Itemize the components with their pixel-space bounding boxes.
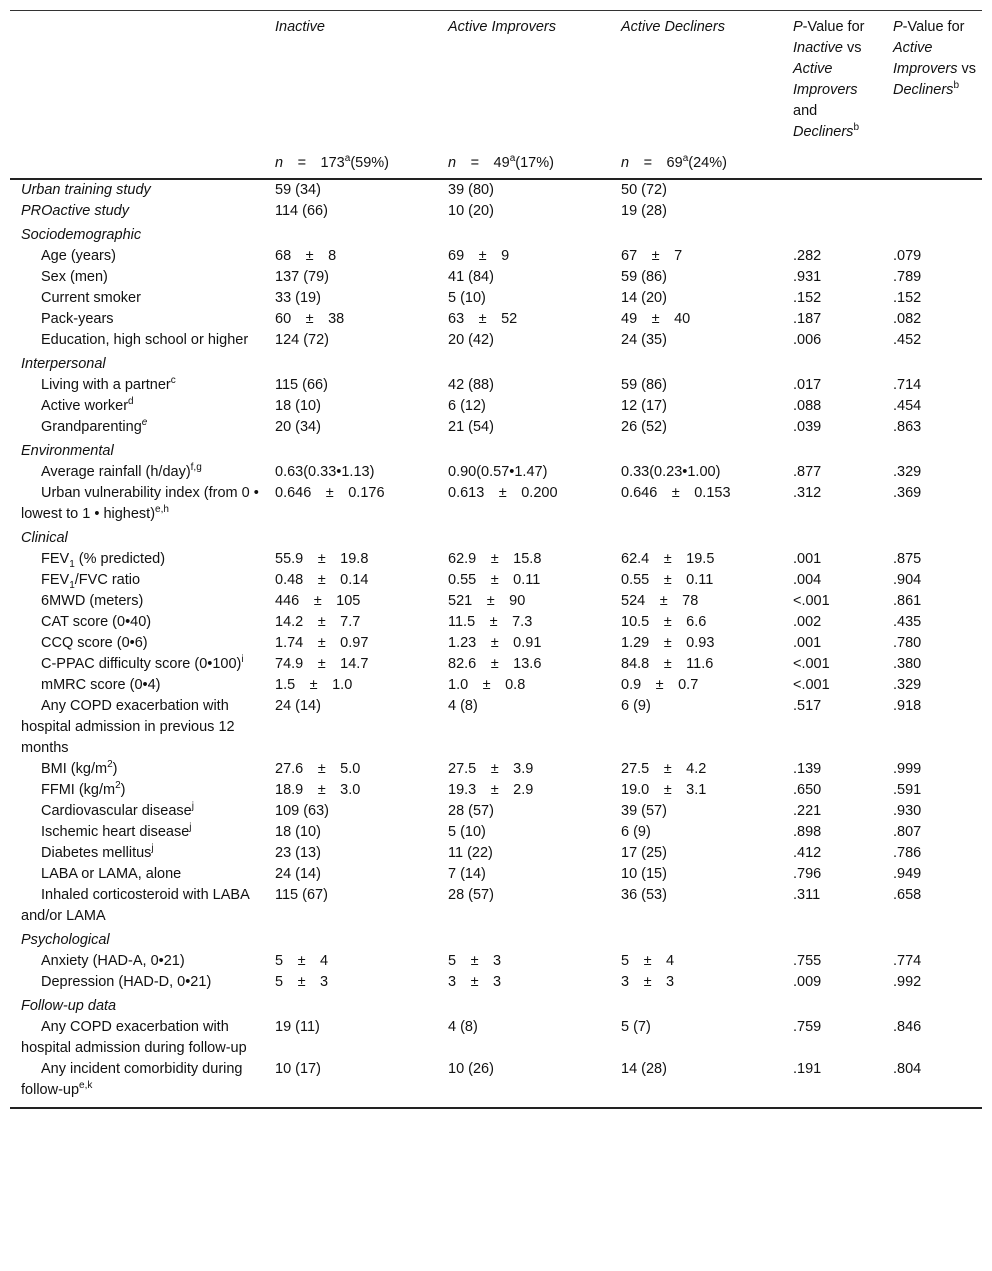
header-pvalue-inactive: P-Value for Inactive vs Active Improvers and Decliners$^b$ xyxy=(782,11,882,144)
cell-decliners: 6 (9) xyxy=(621,824,651,840)
cell-pvalue-improvers: .949 xyxy=(893,866,922,882)
table-row xyxy=(10,675,982,696)
cell-improvers: 63 ± 52 xyxy=(448,311,518,327)
cell-decliners: 6 (9) xyxy=(621,698,651,714)
cell-pvalue-inactive: <.001 xyxy=(793,677,830,693)
table-row xyxy=(10,993,982,1017)
row-label: Education, high school or higher xyxy=(41,332,249,348)
table-row xyxy=(10,1017,982,1059)
table-row xyxy=(10,570,982,591)
table-row xyxy=(10,885,982,927)
cell-inactive: 18.9 ± 3.0 xyxy=(275,782,361,798)
cell-inactive: 24 (14) xyxy=(275,698,321,714)
cell-pvalue-improvers: .369 xyxy=(893,485,922,501)
cell-pvalue-inactive: .759 xyxy=(793,1019,822,1035)
cell-inactive: 115 (67) xyxy=(275,887,328,903)
cell-pvalue-inactive: .311 xyxy=(793,887,821,903)
cell-pvalue-inactive: .001 xyxy=(793,551,822,567)
cell-improvers: 82.6 ± 13.6 xyxy=(448,656,542,672)
table-row xyxy=(10,267,982,288)
cell-pvalue-improvers: .774 xyxy=(893,953,922,969)
cell-inactive: 68 ± 8 xyxy=(275,248,337,264)
section-filler xyxy=(264,993,982,1017)
cell-pvalue-inactive: <.001 xyxy=(793,593,830,609)
table-row xyxy=(10,696,982,759)
row-label: 6MWD (meters) xyxy=(41,593,144,609)
row-label: Current smoker xyxy=(41,290,141,306)
row-label: Any COPD exacerbation with hospital admission in previous 12 months xyxy=(21,698,235,756)
table-row xyxy=(10,222,982,246)
cell-decliners: 0.646 ± 0.153 xyxy=(621,485,731,501)
cell-decliners: 84.8 ± 11.6 xyxy=(621,656,714,672)
row-label: Inhaled corticosteroid with LABA and/or LAMA xyxy=(21,887,249,924)
cell-pvalue-inactive: .191 xyxy=(782,1059,882,1108)
cell-decliners: 67 ± 7 xyxy=(621,248,683,264)
row-label: C-PPAC difficulty score (0•100)$^i$ xyxy=(41,654,244,672)
cell-decliners: 36 (53) xyxy=(621,887,667,903)
cell-pvalue-improvers: .454 xyxy=(893,398,922,414)
table-row xyxy=(10,951,982,972)
cell-pvalue-inactive: .017 xyxy=(793,377,822,393)
table-row xyxy=(10,201,982,222)
row-label: Grandparenting$^e$ xyxy=(41,417,148,435)
cell-improvers: 39 (80) xyxy=(448,182,494,198)
cell-decliners: 12 (17) xyxy=(621,398,667,414)
cell-decliners: 0.55 ± 0.11 xyxy=(621,572,714,588)
cell-pvalue-inactive xyxy=(782,201,882,222)
cell-pvalue-improvers: .329 xyxy=(893,677,922,693)
cell-pvalue-improvers: .863 xyxy=(893,419,922,435)
table-row xyxy=(10,525,982,549)
section-label: Sociodemographic xyxy=(21,227,142,243)
cell-improvers: 42 (88) xyxy=(448,377,494,393)
cell-inactive: 23 (13) xyxy=(275,845,321,861)
table-row xyxy=(10,927,982,951)
cell-inactive: 5 ± 3 xyxy=(275,974,329,990)
cell-inactive: 20 (34) xyxy=(275,419,321,435)
cell-improvers: 5 ± 3 xyxy=(448,953,502,969)
row-label: Depression (HAD-D, 0•21) xyxy=(41,974,212,990)
header-blank xyxy=(10,11,264,144)
cell-decliners: 26 (52) xyxy=(621,419,667,435)
cell-pvalue-inactive: .187 xyxy=(793,311,822,327)
cell-inactive: 0.646 ± 0.176 xyxy=(275,485,385,501)
section-label: Environmental xyxy=(21,443,114,459)
cell-decliners: 59 (86) xyxy=(621,269,667,285)
cell-pvalue-inactive: .877 xyxy=(793,464,822,480)
cell-decliners: 27.5 ± 4.2 xyxy=(621,761,707,777)
characteristics-table xyxy=(10,10,982,1109)
cell-improvers: 28 (57) xyxy=(448,887,494,903)
cell-pvalue-inactive xyxy=(782,179,882,201)
cell-decliners: 524 ± 78 xyxy=(621,593,699,609)
table-row xyxy=(10,246,982,267)
table-row xyxy=(10,780,982,801)
section-filler xyxy=(264,525,982,549)
cell-pvalue-improvers: .435 xyxy=(893,614,922,630)
table-row xyxy=(10,351,982,375)
cell-inactive: 33 (19) xyxy=(275,290,321,306)
cell-inactive: 1.5 ± 1.0 xyxy=(275,677,353,693)
table-row xyxy=(10,179,982,201)
cell-pvalue-inactive: .088 xyxy=(793,398,822,414)
section-filler xyxy=(264,351,982,375)
cell-inactive: 1.74 ± 0.97 xyxy=(275,635,369,651)
cell-inactive: 18 (10) xyxy=(275,398,321,414)
cell-decliners: 19 (28) xyxy=(621,203,667,219)
cell-inactive: 18 (10) xyxy=(275,824,321,840)
cell-decliners: 49 ± 40 xyxy=(621,311,691,327)
row-label: Cardiovascular disease$^j$ xyxy=(41,801,194,819)
table-row xyxy=(10,396,982,417)
cell-pvalue-improvers: .658 xyxy=(893,887,922,903)
row-label: BMI $(kg/m^2)$ xyxy=(41,759,118,777)
cell-pvalue-inactive: .796 xyxy=(793,866,822,882)
cell-pvalue-inactive: .039 xyxy=(793,419,822,435)
table-row xyxy=(10,612,982,633)
cell-inactive: 27.6 ± 5.0 xyxy=(275,761,361,777)
cell-inactive: 59 (34) xyxy=(275,182,321,198)
table-header xyxy=(10,11,982,180)
cell-improvers: 21 (54) xyxy=(448,419,494,435)
cell-pvalue-inactive: .412 xyxy=(793,845,822,861)
cell-pvalue-improvers: .804 xyxy=(882,1059,982,1108)
cell-pvalue-improvers xyxy=(882,201,982,222)
cell-pvalue-improvers: .452 xyxy=(893,332,922,348)
cell-decliners: 50 (72) xyxy=(621,182,667,198)
cell-pvalue-inactive: .931 xyxy=(793,269,822,285)
cell-pvalue-improvers: .780 xyxy=(893,635,922,651)
table-row xyxy=(10,843,982,864)
table-row xyxy=(10,330,982,351)
cell-pvalue-inactive: .312 xyxy=(793,485,822,501)
header-pvalue-improvers: P-Value for Active Improvers vs Decliners$^b$ xyxy=(882,11,982,144)
section-label: Interpersonal xyxy=(21,356,106,372)
row-label: Urban training study xyxy=(21,182,151,198)
cell-pvalue-improvers: .861 xyxy=(893,593,922,609)
cell-improvers: 4 (8) xyxy=(448,698,478,714)
cell-pvalue-improvers: .714 xyxy=(893,377,922,393)
cell-inactive: 10 (17) xyxy=(264,1059,437,1108)
cell-pvalue-inactive: .898 xyxy=(793,824,822,840)
cell-improvers: 0.613 ± 0.200 xyxy=(448,485,558,501)
table-row xyxy=(10,591,982,612)
cell-inactive: 5 ± 4 xyxy=(275,953,329,969)
header-active-decliners: Active Decliners xyxy=(610,11,782,144)
row-label: PROactive study xyxy=(21,203,129,219)
cell-pvalue-improvers: .789 xyxy=(893,269,922,285)
cell-pvalue-inactive: .517 xyxy=(793,698,822,714)
cell-inactive: 446 ± 105 xyxy=(275,593,361,609)
cell-pvalue-improvers: .992 xyxy=(893,974,922,990)
cell-improvers: 7 (14) xyxy=(448,866,486,882)
cell-pvalue-improvers: .875 xyxy=(893,551,922,567)
row-label: Diabetes mellitus$^j$ xyxy=(41,843,154,861)
row-label: LABA or LAMA, alone xyxy=(41,866,182,882)
cell-inactive: 19 (11) xyxy=(275,1019,320,1035)
cell-decliners: 3 ± 3 xyxy=(621,974,675,990)
table-row xyxy=(10,549,982,570)
cell-decliners: 10 (15) xyxy=(621,866,667,882)
cell-decliners: 62.4 ± 19.5 xyxy=(621,551,715,567)
cell-pvalue-inactive: .002 xyxy=(793,614,822,630)
cell-inactive: 137 (79) xyxy=(275,269,330,285)
cell-decliners: 14 (28) xyxy=(610,1059,782,1108)
table-body xyxy=(10,179,982,1108)
cell-improvers: 3 ± 3 xyxy=(448,974,502,990)
cell-improvers: 4 (8) xyxy=(448,1019,478,1035)
cell-inactive: 74.9 ± 14.7 xyxy=(275,656,369,672)
row-label: Age (years) xyxy=(41,248,116,264)
cell-decliners: 59 (86) xyxy=(621,377,667,393)
cell-decliners: 19.0 ± 3.1 xyxy=(621,782,707,798)
cell-inactive: 0.48 ± 0.14 xyxy=(275,572,369,588)
row-label: Any COPD exacerbation with hospital admission during follow-up xyxy=(21,1019,247,1056)
row-label: Active worker$^d$ xyxy=(41,396,134,414)
table-row xyxy=(10,864,982,885)
cell-decliners: 24 (35) xyxy=(621,332,667,348)
cell-inactive: 114 (66) xyxy=(275,203,328,219)
cell-pvalue-improvers: .807 xyxy=(893,824,922,840)
cell-pvalue-inactive: .650 xyxy=(793,782,822,798)
cell-decliners: 10.5 ± 6.6 xyxy=(621,614,707,630)
n-decliners: n = 69$^a$(24%) xyxy=(610,143,782,179)
cell-pvalue-improvers: .846 xyxy=(893,1019,922,1035)
n-blank-p1 xyxy=(782,143,882,179)
section-filler xyxy=(264,927,982,951)
row-label: mMRC score (0•4) xyxy=(41,677,161,693)
cell-decliners: 5 ± 4 xyxy=(621,953,675,969)
cell-pvalue-improvers: .999 xyxy=(893,761,922,777)
row-label: Anxiety (HAD-A, 0•21) xyxy=(41,953,185,969)
cell-decliners: 14 (20) xyxy=(621,290,667,306)
cell-inactive: 24 (14) xyxy=(275,866,321,882)
cell-pvalue-inactive: .001 xyxy=(793,635,822,651)
header-active-improvers: Active Improvers xyxy=(437,11,610,144)
cell-pvalue-improvers: .918 xyxy=(893,698,922,714)
cell-pvalue-inactive: .004 xyxy=(793,572,822,588)
table-row xyxy=(10,1059,982,1108)
cell-inactive: 14.2 ± 7.7 xyxy=(275,614,361,630)
cell-decliners: 5 (7) xyxy=(621,1019,651,1035)
cell-pvalue-improvers: .152 xyxy=(893,290,922,306)
row-label: CCQ score (0•6) xyxy=(41,635,148,651)
cell-pvalue-improvers: .079 xyxy=(893,248,922,264)
cell-improvers: 0.90(0.57•1.47) xyxy=(448,464,548,480)
n-inactive: n = 173$^a$(59%) xyxy=(264,143,437,179)
cell-pvalue-improvers: .591 xyxy=(893,782,922,798)
table-row xyxy=(10,462,982,483)
cell-pvalue-improvers: .786 xyxy=(893,845,922,861)
cell-pvalue-improvers: .329 xyxy=(893,464,922,480)
cell-pvalue-improvers xyxy=(882,179,982,201)
cell-pvalue-inactive: .006 xyxy=(793,332,822,348)
table-row xyxy=(10,801,982,822)
table-row xyxy=(10,972,982,993)
section-label: Clinical xyxy=(21,530,68,546)
cell-pvalue-inactive: .755 xyxy=(793,953,822,969)
cell-pvalue-improvers: .380 xyxy=(893,656,922,672)
cell-pvalue-inactive: .221 xyxy=(793,803,822,819)
section-filler xyxy=(264,438,982,462)
cell-pvalue-inactive: .152 xyxy=(793,290,822,306)
cell-improvers: 10 (26) xyxy=(437,1059,610,1108)
cell-decliners: 39 (57) xyxy=(621,803,667,819)
table-row xyxy=(10,633,982,654)
table-row xyxy=(10,417,982,438)
table-row xyxy=(10,483,982,525)
table-row xyxy=(10,288,982,309)
n-blank-p2 xyxy=(882,143,982,179)
header-inactive: Inactive xyxy=(264,11,437,144)
cell-decliners: 1.29 ± 0.93 xyxy=(621,635,715,651)
row-label: Urban vulnerability index (from 0 • lowest to 1 • highest)$^{e,h}$ xyxy=(21,485,259,522)
cell-improvers: 10 (20) xyxy=(448,203,494,219)
cell-improvers: 521 ± 90 xyxy=(448,593,526,609)
table-row xyxy=(10,654,982,675)
cell-pvalue-inactive: .009 xyxy=(793,974,822,990)
cell-improvers: 5 (10) xyxy=(448,824,486,840)
row-label: Sex (men) xyxy=(41,269,108,285)
table-row xyxy=(10,309,982,330)
cell-inactive: 109 (63) xyxy=(275,803,330,819)
cell-improvers: 19.3 ± 2.9 xyxy=(448,782,534,798)
cell-inactive: 60 ± 38 xyxy=(275,311,345,327)
n-improvers: n = 49$^a$(17%) xyxy=(437,143,610,179)
cell-improvers: 27.5 ± 3.9 xyxy=(448,761,534,777)
row-label: $FEV_1$ (% predicted) xyxy=(41,551,166,570)
table-row xyxy=(10,438,982,462)
cell-decliners: 17 (25) xyxy=(621,845,667,861)
cell-pvalue-inactive: .139 xyxy=(793,761,822,777)
cell-pvalue-improvers: .930 xyxy=(893,803,922,819)
row-label: $FEV_1$/FVC ratio xyxy=(41,572,141,591)
cell-pvalue-improvers: .082 xyxy=(893,311,922,327)
cell-improvers: 62.9 ± 15.8 xyxy=(448,551,542,567)
row-label: CAT score (0•40) xyxy=(41,614,152,630)
n-blank xyxy=(10,143,264,179)
cell-improvers: 20 (42) xyxy=(448,332,494,348)
cell-improvers: 1.23 ± 0.91 xyxy=(448,635,542,651)
cell-improvers: 11 (22) xyxy=(448,845,493,861)
cell-improvers: 69 ± 9 xyxy=(448,248,510,264)
cell-inactive: 124 (72) xyxy=(275,332,330,348)
row-label: Pack-years xyxy=(41,311,114,327)
cell-inactive: 115 (66) xyxy=(275,377,328,393)
table-row xyxy=(10,759,982,780)
cell-inactive: 0.63(0.33•1.13) xyxy=(275,464,375,480)
cell-decliners: 0.9 ± 0.7 xyxy=(621,677,699,693)
cell-inactive: 55.9 ± 19.8 xyxy=(275,551,369,567)
row-label: Ischemic heart disease$^j$ xyxy=(41,822,192,840)
row-label: Any incident comorbidity during follow-up$^{e,k}$ xyxy=(10,1059,264,1108)
cell-improvers: 5 (10) xyxy=(448,290,486,306)
section-filler xyxy=(264,222,982,246)
table-row xyxy=(10,375,982,396)
row-label: Average rainfall $(h/day)^{f,g}$ xyxy=(41,462,202,480)
cell-pvalue-improvers: .904 xyxy=(893,572,922,588)
cell-decliners: 0.33(0.23•1.00) xyxy=(621,464,721,480)
cell-improvers: 28 (57) xyxy=(448,803,494,819)
cell-pvalue-inactive: <.001 xyxy=(793,656,830,672)
cell-improvers: 11.5 ± 7.3 xyxy=(448,614,533,630)
cell-pvalue-inactive: .282 xyxy=(793,248,822,264)
row-label: Living with a partner$^c$ xyxy=(41,375,176,393)
table-row xyxy=(10,822,982,843)
section-label: Psychological xyxy=(21,932,110,948)
cell-improvers: 1.0 ± 0.8 xyxy=(448,677,526,693)
row-label: FFMI $(kg/m^2)$ xyxy=(41,780,126,798)
section-label: Follow-up data xyxy=(21,998,117,1014)
cell-improvers: 0.55 ± 0.11 xyxy=(448,572,541,588)
cell-improvers: 6 (12) xyxy=(448,398,486,414)
cell-improvers: 41 (84) xyxy=(448,269,494,285)
